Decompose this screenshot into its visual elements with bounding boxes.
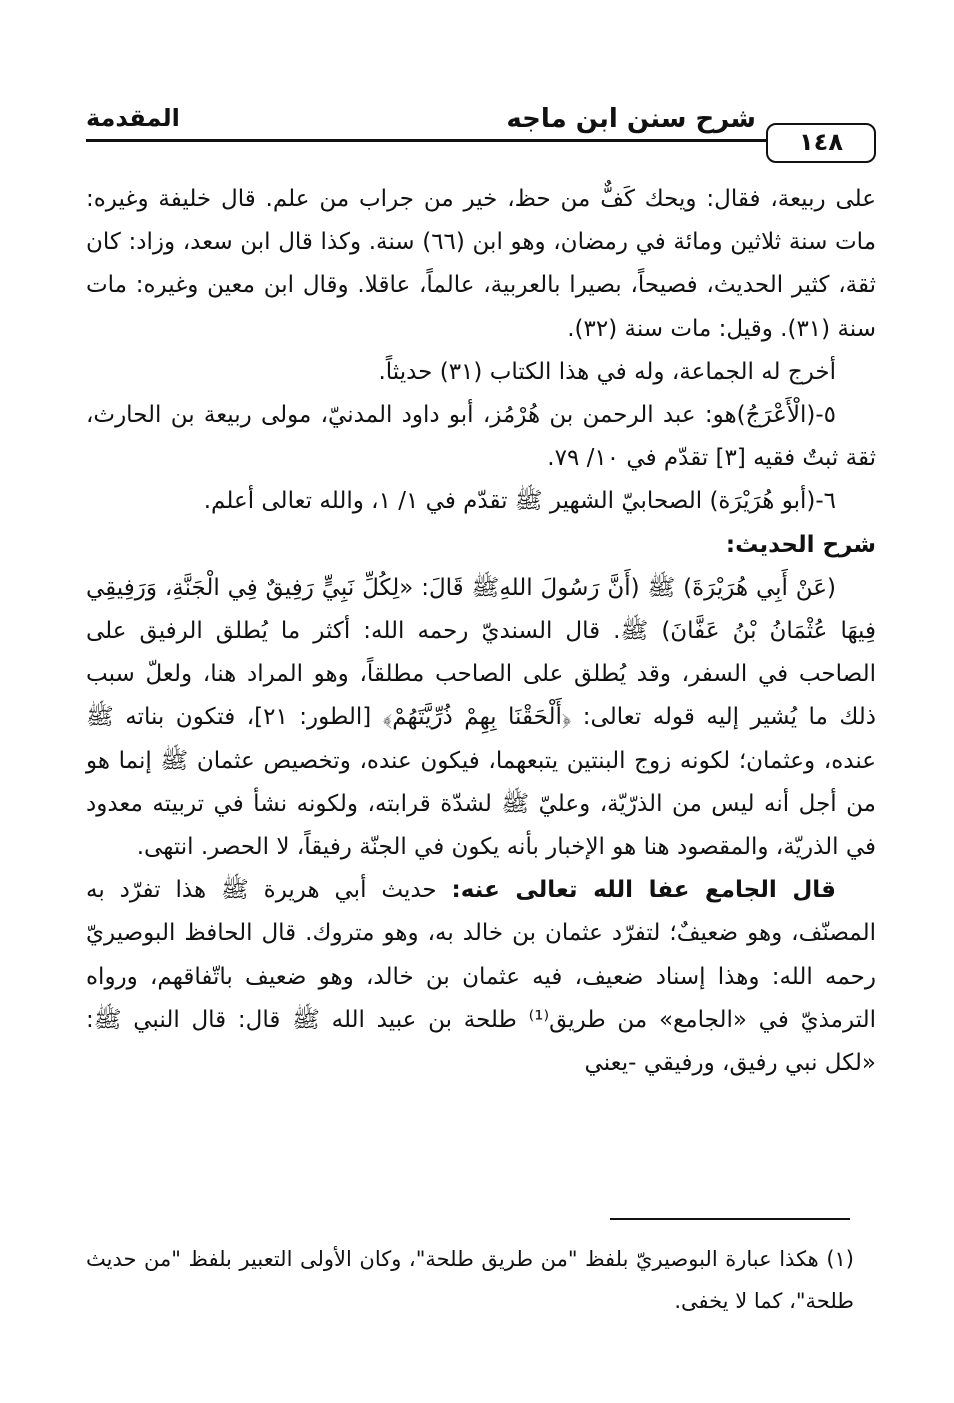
compiler-text: حديث أبي هريرة ﷺ هذا تفرّد به المصنّف، وهو ضعيفٌ؛ لتفرّد عثمان بن خالد به، وهو متروك. قال الحافظ البوصيريّ رحمه الله: وهذا إسناد ضعيف، فيه عثمان بن خالد، وهو ضعيف باتّفاقهم، ورواه الترمذيّ في «الجامع» من طريق⁽¹⁾ طلحة بن عبيد الله ﷺ قال: قال النبي ﷺ: «لكل نبي رفيق، ورفيقي -يعني xyxy=(86,877,876,1077)
footnote xyxy=(86,1238,854,1322)
header-rule xyxy=(86,139,876,142)
paragraph-narrator-5: ٥-(الْأَعْرَجُ)هو: عبد الرحمن بن هُرْمُز، أبو داود المدنيّ، مولى ربيعة بن الحارث، ثقة ثبتٌ فقيه [٣] تقدّم في ١٠/ ٧٩. xyxy=(86,402,876,472)
paragraph-hadith-text: (عَنْ أَبِي هُرَيْرَةَ) ﷺ (أَنَّ رَسُولَ اللهِﷺ قَالَ: «لِكُلِّ نَبِيٍّ رَفِيقٌ فِي الْجَنَّةِ، وَرَفِيقِي فِيهَا عُثْمَانُ بْنُ عَفَّانَ) ﷺ. قال السنديّ رحمه الله: أكثر ما يُطلق الرفيق على الصاحب في السفر، وقد يُطلق على الصاحب مطلقاً، وهو المراد هنا، ولعلّ سبب ذلك ما يُشير إليه قوله تعالى: ﴿أَلْحَقْنَا بِهِمْ ذُرِّيَّتَهُمْ﴾ [الطور: ٢١]، فتكون بناته ﷺ عنده، وعثمان؛ لكونه زوج البنتين يتبعهما، فيكون عنده، وتخصيص عثمان ﷺ إنما هو من أجل أنه ليس من الذرّيّة، وعليّ ﷺ لشدّة قرابته، ولكونه نشأ في تربيته معدود في الذريّة، والمقصود هنا هو الإخبار بأنه يكون في الجنّة رفيقاً، لا الحصر. انتهى. xyxy=(86,574,876,861)
footnote-1: (١) هكذا عبارة البوصيريّ بلفظ "من طريق طلحة"، وكان الأولى التعبير بلفظ "من حديث طلحة"، كما لا يخفى. xyxy=(86,1247,854,1313)
compiler-lead: قال الجامع عفا الله تعالى عنه: xyxy=(451,877,836,904)
paragraph-compiler-note xyxy=(86,869,876,1085)
paragraph-jamaa: أخرج له الجماعة، وله في هذا الكتاب (٣١) حديثاً. xyxy=(378,358,836,385)
book-title: شرح سنن ابن ماجه xyxy=(506,104,756,134)
section-title: المقدمة xyxy=(86,104,180,132)
paragraph-narrator-bio: على ربيعة، فقال: ويحك كَفٌّ من حظ، خير من جراب من علم. قال خليفة وغيره: مات سنة ثلاثين ومائة في رمضان، وهو ابن (٦٦) سنة. وكذا قال ابن سعد، وزاد: كان ثقة، كثير الحديث، فصيحاً، بصيرا بالعربية، عالماً، عاقلا. وقال ابن معين وغيره: مات سنة (٣١). وقيل: مات سنة (٣٢). xyxy=(86,186,877,342)
paragraph-narrator-6: ٦-(أبو هُرَيْرَة) الصحابيّ الشهير ﷺ تقدّم في ١/ ١، والله تعالى أعلم. xyxy=(203,488,836,515)
footnote-rule xyxy=(610,1218,850,1220)
main-text xyxy=(86,178,876,1085)
page-header xyxy=(86,96,876,160)
heading-hadith-commentary: شرح الحديث: xyxy=(725,531,876,558)
page-number: ١٤٨ xyxy=(766,123,876,163)
